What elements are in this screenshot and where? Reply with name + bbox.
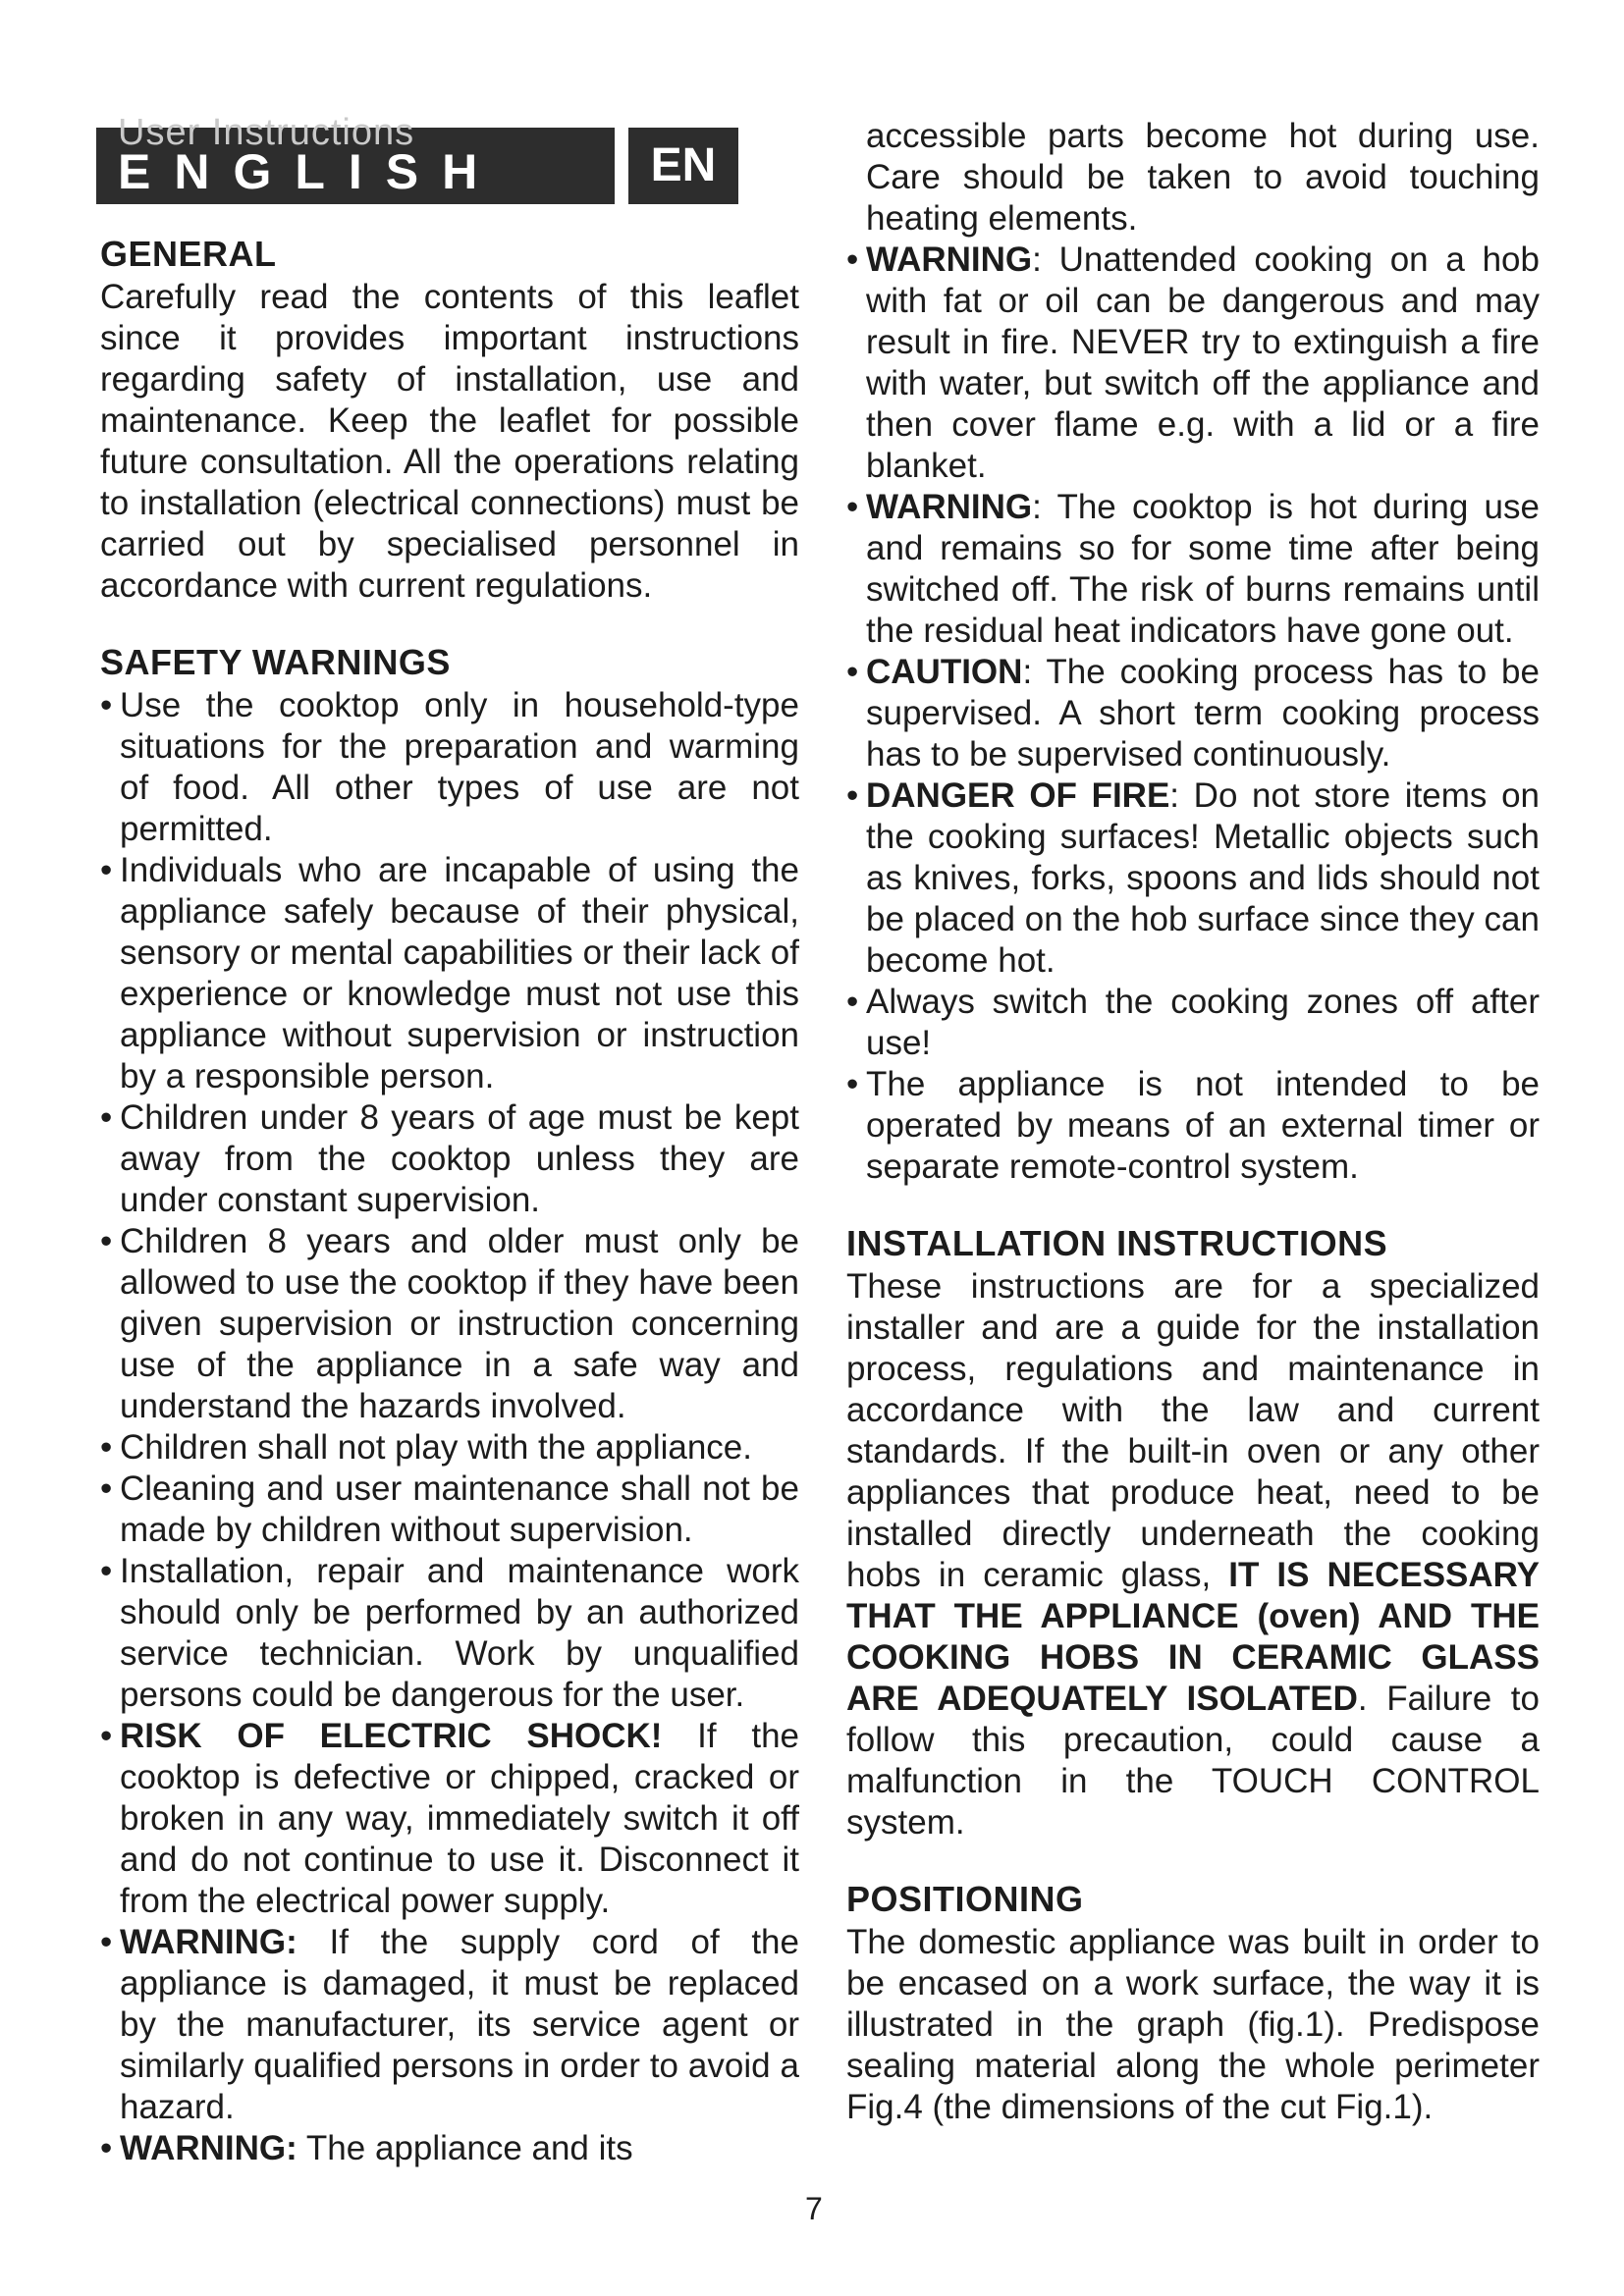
- list-item: • WARNING: The appliance and its: [100, 2128, 799, 2169]
- safety-list-right: [846, 240, 1540, 1188]
- list-item: • Individuals who are incapable of using the appliance safely because of their physical, sensory or mental capabilities or their lack of experience or knowledge must not use this appliance without supervision or instruction by a responsible person.: [100, 850, 799, 1097]
- list-item: • WARNING: If the supply cord of the appliance is damaged, it must be replaced by the manufacturer, its service agent or similarly qualified persons in order to avoid a hazard.: [100, 1922, 799, 2128]
- safety-list-left: [100, 685, 799, 2169]
- positioning-text: The domestic appliance was built in order to be encased on a work surface, the way it is illustrated in the graph (fig.1). Predispose sealing material along the whole perimeter Fig.4 (the dimensions of the cut Fig.1).: [846, 1923, 1540, 2126]
- general-heading: GENERAL: [100, 234, 277, 274]
- list-item: • Children 8 years and older must only be allowed to use the cooktop if they have been given supervision or instruction concerning use of the appliance in a safe way and understand the hazards involved.: [100, 1221, 799, 1427]
- list-item: • DANGER OF FIRE: Do not store items on the cooking surfaces! Metallic objects such as knives, forks, spoons and lids should not be placed on the hob surface since they can become hot.: [846, 775, 1540, 982]
- language-name: ENGLISH: [118, 144, 502, 199]
- installation-text: These instructions are for a specialized installer and are a guide for the installation process, regulations and maintenance in accordance with the law and current standards. If the built-in oven or any other appliances that produce heat, need to be installed directly underneath the cooking hobs in ceramic glass, IT IS NECESSARY THAT THE APPLIANCE (oven) AND THE COOKING HOBS IN CERAMIC GLASS ARE ADEQUATELY ISOLATED. Failure to follow this precaution, could cause a malfunction in the TOUCH CONTROL system.: [846, 1267, 1541, 1842]
- language-code: EN: [628, 128, 738, 204]
- list-item: • Children under 8 years of age must be kept away from the cooktop unless they are under constant supervision.: [100, 1097, 799, 1221]
- page-number: 7: [805, 2191, 823, 2226]
- list-item: • CAUTION: The cooking process has to be supervised. A short term cooking process has to be supervised continuously.: [846, 652, 1540, 775]
- list-item: • Cleaning and user maintenance shall not be made by children without supervision.: [100, 1468, 799, 1551]
- general-text: Carefully read the contents of this leaflet since it provides important instructions regarding safety of installation, use and maintenance. Keep the leaflet for possible future consultation. All the operations relating to installation (electrical connections) must be carried out by specialised personnel in accordance with current regulations.: [100, 278, 799, 605]
- list-item: • WARNING: The cooktop is hot during use and remains so for some time after being switched off. The risk of burns remains until the residual heat indicators have gone out.: [846, 487, 1540, 652]
- right-column: [846, 116, 1540, 2128]
- language-label-box: [96, 112, 615, 204]
- safety-heading: SAFETY WARNINGS: [100, 642, 451, 682]
- installation-heading: INSTALLATION INSTRUCTIONS: [846, 1223, 1388, 1263]
- list-item: • WARNING: Unattended cooking on a hob with fat or oil can be dangerous and may result in fire. NEVER try to extinguish a fire with water, but switch off the appliance and then cover flame e.g. with a lid or a fire blanket.: [846, 240, 1540, 487]
- list-item: • RISK OF ELECTRIC SHOCK! If the cooktop is defective or chipped, cracked or broken in any way, immediately switch it off and do not continue to use it. Disconnect it from the electrical power supply.: [100, 1716, 799, 1922]
- list-item: • Always switch the cooking zones off after use!: [846, 982, 1540, 1064]
- left-column: [100, 234, 799, 2169]
- positioning-heading: POSITIONING: [846, 1879, 1084, 1919]
- safety-continuation: accessible parts become hot during use. Care should be taken to avoid touching heating elements.: [866, 117, 1540, 238]
- list-item: • Children shall not play with the appliance.: [100, 1427, 799, 1468]
- list-item: • Use the cooktop only in household-type situations for the preparation and warming of food. All other types of use are not permitted.: [100, 685, 799, 850]
- overtitle: User Instructions: [118, 112, 415, 153]
- list-item: • The appliance is not intended to be operated by means of an external timer or separate remote-control system.: [846, 1064, 1540, 1188]
- list-item: • Installation, repair and maintenance work should only be performed by an authorized service technician. Work by unqualified persons could be dangerous for the user.: [100, 1551, 799, 1716]
